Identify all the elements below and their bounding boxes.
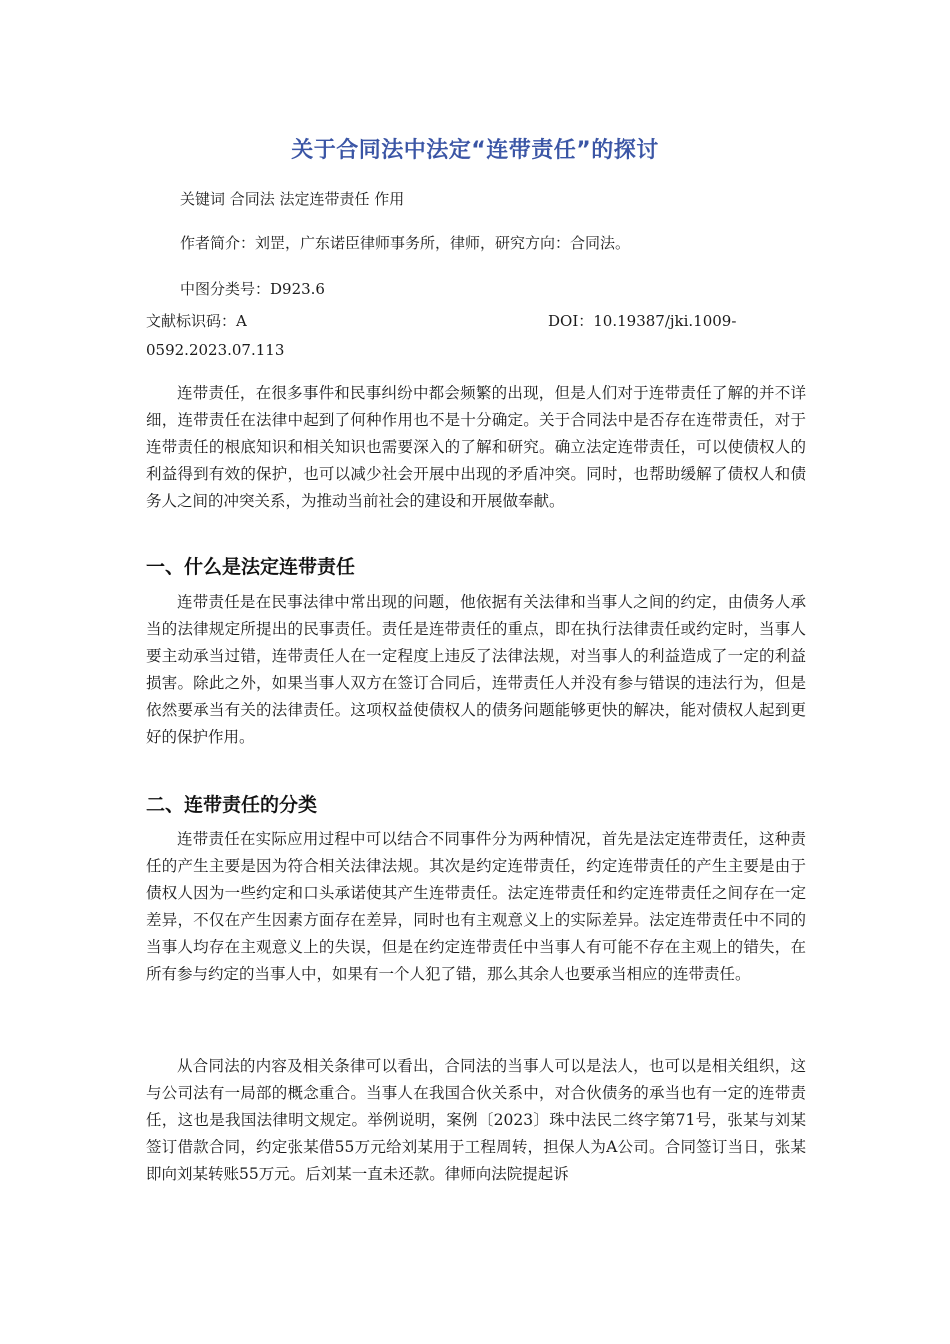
section-heading-2: 二、连带责任的分类 — [146, 794, 318, 816]
section-2-paragraph-2: 从合同法的内容及相关条律可以看出，合同法的当事人可以是法人，也可以是相关组织，这与公司法有一局部的概念重合。当事人在我国合伙关系中，对合伙债务的承当也有一定的连带责任，这也是我国法律明文规定。举例说明，案例〔2023〕珠中法民二终字第71号，张某与刘某签订借款合同，约定张某借55万元给刘某用于工程周转，担保人为A公司。合同签订当日，张某即向刘某转账55万元。后刘某一直未还款。律师向法院提起诉 — [146, 1057, 806, 1183]
document-code: 文献标识码：A — [146, 312, 247, 330]
section-heading-1: 一、什么是法定连带责任 — [146, 556, 356, 578]
keywords: 关键词 合同法 法定连带责任 作用 — [180, 190, 405, 208]
article-title: 关于合同法中法定“连带责任”的探讨 — [291, 138, 659, 163]
intro-paragraph: 连带责任，在很多事件和民事纠纷中都会频繁的出现，但是人们对于连带责任了解的并不详细，连带责任在法律中起到了何种作用也不是十分确定。关于合同法中是否存在连带责任，对于连带责任的根底知识和相关知识也需要深入的了解和研究。确立法定连带责任，可以使债权人的利益得到有效的保护，也可以减少社会开展中出现的矛盾冲突。同时，也帮助缓解了债权人和债务人之间的冲突关系，为推动当前社会的建设和开展做奉献。 — [146, 384, 806, 510]
classification-number: 中图分类号：D923.6 — [180, 280, 325, 298]
author-info: 作者简介：刘罡，广东诺臣律师事务所，律师，研究方向：合同法。 — [180, 234, 631, 252]
doi-continued: 0592.2023.07.113 — [146, 341, 285, 359]
doi: DOI：10.19387/jki.1009- — [548, 312, 737, 330]
section-2-paragraph-1: 连带责任在实际应用过程中可以结合不同事件分为两种情况，首先是法定连带责任，这种责任的产生主要是因为符合相关法律法规。其次是约定连带责任，约定连带责任的产生主要是由于债权人因为一些约定和口头承诺使其产生连带责任。法定连带责任和约定连带责任之间存在一定差异，不仅在产生因素方面存在差异，同时也有主观意义上的实际差异。法定连带责任中不同的当事人均存在主观意义上的失误，但是在约定连带责任中当事人有可能不存在主观上的错失，在所有参与约定的当事人中，如果有一个人犯了错，那么其余人也要承当相应的连带责任。 — [146, 830, 806, 983]
section-1-paragraph: 连带责任是在民事法律中常出现的问题，他依据有关法律和当事人之间的约定，由债务人承当的法律规定所提出的民事责任。责任是连带责任的重点，即在执行法律责任或约定时，当事人要主动承当过错，连带责任人在一定程度上违反了法律法规，对当事人的利益造成了一定的利益损害。除此之外，如果当事人双方在签订合同后，连带责任人并没有参与错误的违法行为，但是依然要承当有关的法律责任。这项权益使债权人的债务问题能够更快的解决，能对债权人起到更好的保护作用。 — [146, 593, 806, 746]
